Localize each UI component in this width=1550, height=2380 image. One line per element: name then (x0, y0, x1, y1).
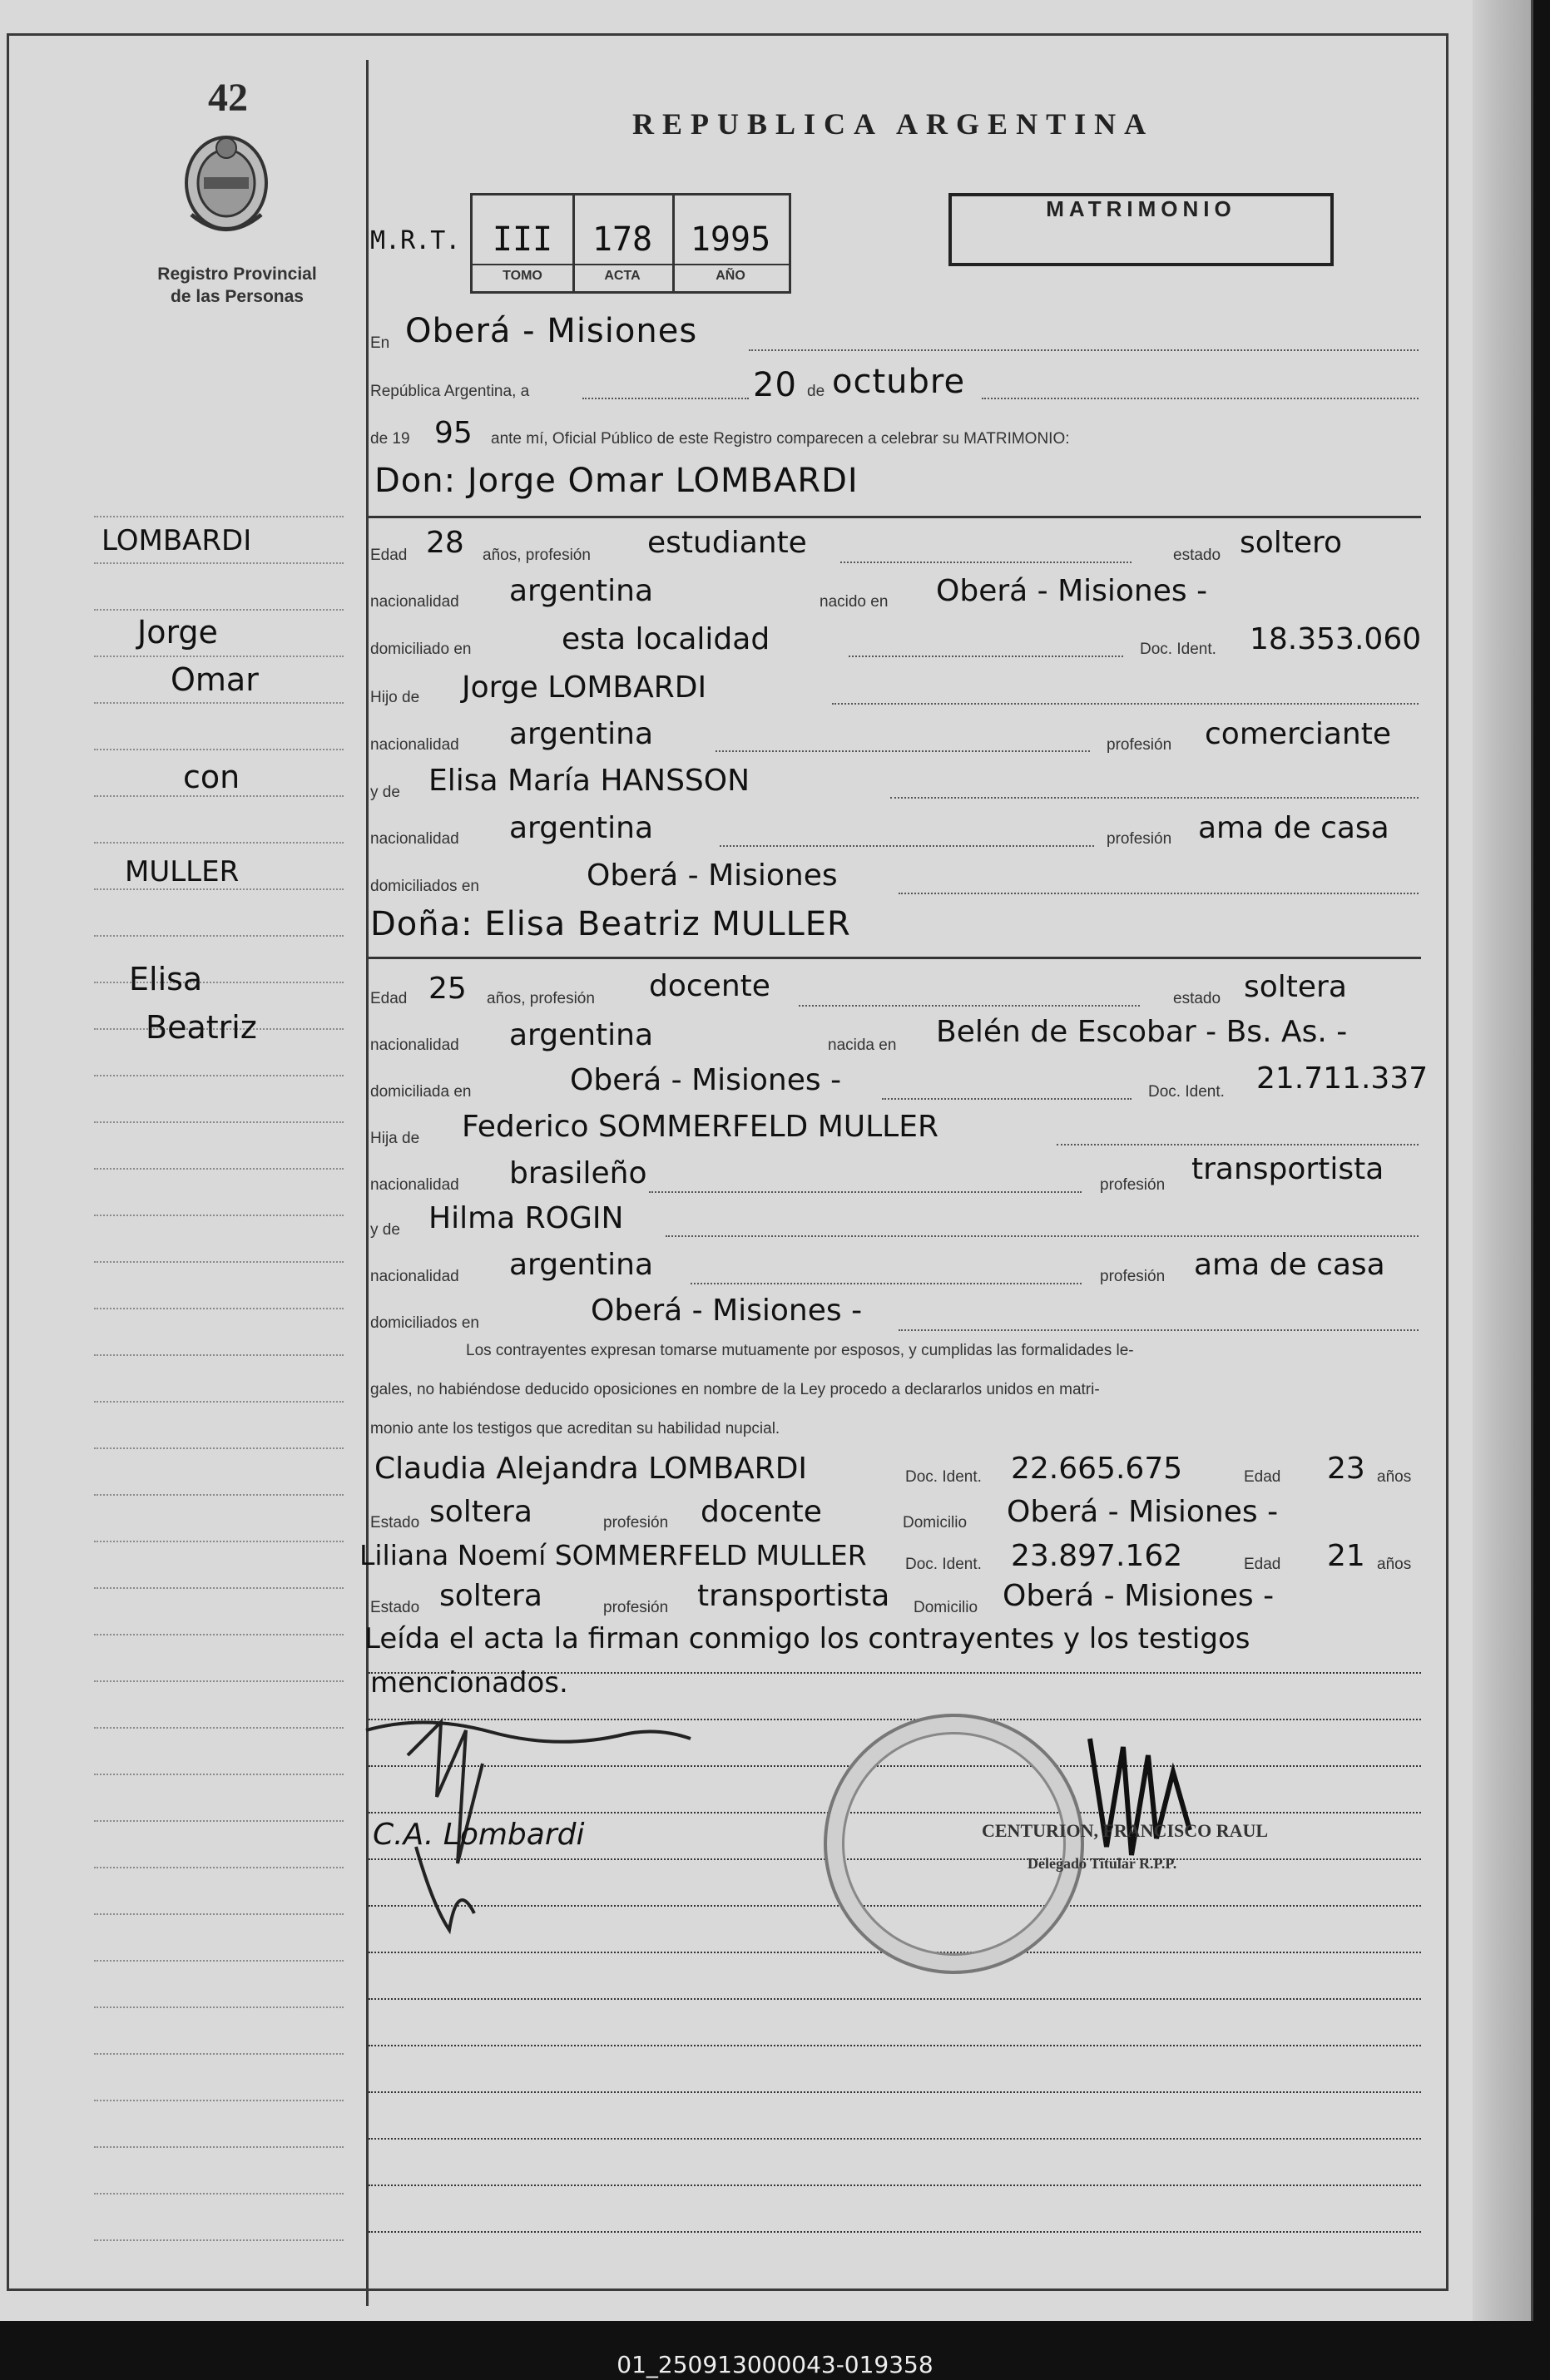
bride-mother-label: y de (370, 1221, 400, 1239)
bride-parents-domicile: Oberá - Misiones - (591, 1294, 863, 1328)
groom-birthplace: Oberá - Misiones - (936, 574, 1208, 608)
bride-status-label: estado (1173, 990, 1221, 1007)
acta-value: 178 (592, 220, 653, 259)
bride-father-label: Hija de (370, 1130, 420, 1147)
tomo-label: TOMO (503, 269, 542, 283)
dotted-line (840, 562, 1132, 563)
groom-doc: 18.353.060 (1250, 622, 1422, 656)
witness2-domicile-label: Domicilio (914, 1599, 978, 1616)
image-id-footer: 01_250913000043-019358 (617, 2351, 933, 2378)
margin-divider (366, 60, 369, 2306)
dotted-line (666, 1235, 1419, 1237)
groom-status: soltero (1240, 526, 1343, 560)
margin-ruled-line (94, 1774, 344, 1775)
de-label: de (807, 383, 825, 400)
bride-mother-profession: ama de casa (1194, 1248, 1385, 1282)
groom-domicile-label: domiciliado en (370, 641, 472, 658)
ante-text: ante mí, Oficial Público de este Registro comparecen a celebrar su MATRIMONIO: (491, 430, 1070, 448)
margin-ruled-line (94, 656, 344, 657)
margin-ruled-line (94, 1121, 344, 1123)
margin-ruled-line (94, 749, 344, 750)
body-ruled-line (369, 2185, 1421, 2186)
margin-ruled-line (94, 516, 344, 517)
margin-ruled-line (94, 842, 344, 844)
margin-ruled-line (94, 1960, 344, 1962)
closing-line-1: Leída el acta la firman conmigo los contrayentes y los testigos (364, 1622, 1250, 1655)
groom-parents-domicile: Oberá - Misiones (587, 858, 838, 893)
margin-ruled-line (94, 1727, 344, 1729)
registry-name (125, 263, 349, 308)
bride-mother-nationality: argentina (509, 1248, 654, 1282)
document-type-box: MATRIMONIO (948, 193, 1334, 266)
margin-ruled-line (94, 702, 344, 704)
closing-line-2: mencionados. (370, 1666, 568, 1700)
legal-paragraph-1: Los contrayentes expresan tomarse mutuamente por esposos, y cumplidas las formalidades le- (466, 1342, 1134, 1359)
tomo-cell (473, 195, 575, 291)
margin-ruled-line (94, 1075, 344, 1076)
dotted-line (799, 1005, 1140, 1007)
witness1-status-label: Estado (370, 1514, 420, 1531)
acta-cell (572, 195, 675, 291)
groom-profession: estudiante (647, 526, 807, 560)
witness1-domicile-label: Domicilio (903, 1514, 968, 1531)
stamp-officer-name: CENTURION, FRANCISCO RAUL (982, 1820, 1269, 1841)
anio-value: 1995 (690, 220, 771, 259)
year-prefix: de 19 (370, 430, 410, 448)
bride-name: Doña: Elisa Beatriz MULLER (370, 905, 851, 943)
legal-paragraph-3: monio ante los testigos que acreditan su habilidad nupcial. (370, 1420, 780, 1437)
dotted-line (716, 750, 1090, 752)
dotted-line (890, 797, 1419, 799)
bride-father-nationality-label: nacionalidad (370, 1176, 459, 1194)
section-separator (369, 957, 1421, 959)
witness1-profession-label: profesión (603, 1514, 669, 1531)
bride-born-label: nacida en (828, 1037, 897, 1054)
groom-mother-profession: ama de casa (1198, 811, 1389, 845)
groom-status-label: estado (1173, 547, 1221, 564)
year-suffix: 95 (434, 416, 473, 450)
bride-father-nationality: brasileño (509, 1156, 647, 1190)
groom-born-label: nacido en (820, 593, 889, 611)
legal-paragraph-2: gales, no habiéndose deducido oposiciones en nombre de la Ley procedo a declararlos unidos en matri- (370, 1381, 1100, 1398)
margin-ruled-line (94, 1634, 344, 1635)
day-value: 20 (753, 366, 797, 404)
groom-parents-domicile-label: domiciliados en (370, 878, 479, 895)
margin-ruled-line (94, 795, 344, 797)
witness2-name: Liliana Noemí SOMMERFELD MULLER (359, 1539, 867, 1571)
dotted-line (899, 893, 1419, 894)
margin-ruled-line (94, 1820, 344, 1822)
margin-ruled-line (94, 1354, 344, 1356)
body-ruled-line (369, 2091, 1421, 2093)
groom-domicile: esta localidad (562, 622, 770, 656)
groom-age: 28 (426, 526, 464, 560)
groom-mother-nationality: argentina (509, 811, 654, 845)
margin-ruled-line (94, 1308, 344, 1309)
bride-doc-label: Doc. Ident. (1148, 1083, 1225, 1101)
document-title: REPUBLICA ARGENTINA (632, 107, 1155, 141)
groom-mother-label: y de (370, 784, 400, 801)
month-value: octubre (832, 363, 966, 401)
witness1-domicile: Oberá - Misiones - (1007, 1495, 1279, 1529)
groom-name: Don: Jorge Omar LOMBARDI (374, 462, 859, 500)
margin-ruled-line (94, 1913, 344, 1915)
witness2-age: 21 (1327, 1539, 1365, 1573)
margin-ruled-line (94, 2100, 344, 2101)
margin-ruled-line (94, 562, 344, 564)
dotted-line (582, 398, 749, 399)
bride-birthplace: Belén de Escobar - Bs. As. - (936, 1015, 1348, 1049)
bride-profession-label: años, profesión (487, 990, 595, 1007)
groom-mother: Elisa María HANSSON (428, 764, 750, 798)
bride-father-profession: transportista (1191, 1152, 1384, 1186)
witness1-age: 23 (1327, 1452, 1365, 1486)
groom-mother-profession-label: profesión (1107, 830, 1172, 848)
dotted-line (849, 656, 1123, 657)
official-stamp (824, 1714, 1084, 1974)
witness2-status-label: Estado (370, 1599, 420, 1616)
acta-label: ACTA (604, 269, 641, 283)
witness1-name: Claudia Alejandra LOMBARDI (374, 1452, 808, 1486)
margin-ruled-line (94, 1401, 344, 1403)
margin-ruled-line (94, 2193, 344, 2194)
margin-ruled-line (94, 2239, 344, 2241)
witness1-status: soltera (429, 1495, 532, 1529)
groom-profession-label: años, profesión (483, 547, 591, 564)
witness2-profession: transportista (697, 1579, 890, 1613)
dotted-line (749, 349, 1419, 351)
margin-given-2: Omar (171, 661, 259, 698)
coat-of-arms-icon (179, 131, 275, 240)
margin-ruled-line (94, 2053, 344, 2055)
bride-parents-domicile-label: domiciliados en (370, 1314, 479, 1332)
dotted-line (982, 398, 1419, 399)
margin-ruled-line (94, 1680, 344, 1682)
bride-doc: 21.711.337 (1256, 1061, 1429, 1096)
groom-father-profession: comerciante (1205, 717, 1391, 751)
stamp-officer-title: Delegado Titular R.P.P. (1028, 1855, 1177, 1872)
bride-father-profession-label: profesión (1100, 1176, 1166, 1194)
body-ruled-line (369, 1998, 1421, 2000)
body-ruled-line (369, 2045, 1421, 2046)
dotted-line (1057, 1144, 1419, 1145)
en-label: En (370, 334, 390, 352)
witness2-profession-label: profesión (603, 1599, 669, 1616)
bride-profession: docente (649, 969, 770, 1003)
dotted-line (649, 1191, 1082, 1193)
margin-ruled-line (94, 935, 344, 937)
margin-ruled-line (94, 1541, 344, 1542)
anio-label: AÑO (716, 269, 745, 283)
dotted-line (691, 1283, 1082, 1284)
groom-nationality-label: nacionalidad (370, 593, 459, 611)
witness1-doc-label: Doc. Ident. (905, 1468, 982, 1486)
witness2-domicile: Oberá - Misiones - (1003, 1579, 1275, 1613)
groom-father-nationality-label: nacionalidad (370, 736, 459, 754)
margin-ruled-line (94, 1587, 344, 1589)
bride-age-label: Edad (370, 990, 408, 1007)
margin-ruled-line (94, 609, 344, 611)
margin-surname-2: MULLER (125, 855, 240, 888)
section-separator (369, 516, 1421, 518)
witness1-doc: 22.665.675 (1011, 1452, 1183, 1486)
margin-ruled-line (94, 888, 344, 890)
margin-con: con (183, 759, 240, 795)
margin-given-4: Beatriz (146, 1009, 257, 1046)
record-box (470, 193, 791, 294)
bride-mother-profession-label: profesión (1100, 1268, 1166, 1285)
witness1-years-label: años (1377, 1468, 1412, 1486)
margin-ruled-line (94, 1447, 344, 1449)
groom-age-label: Edad (370, 547, 408, 564)
page-binding (1473, 0, 1531, 2321)
margin-ruled-line (94, 1867, 344, 1868)
registry-line-2: de las Personas (171, 287, 304, 306)
body-ruled-line (369, 2138, 1421, 2140)
groom-father-label: Hijo de (370, 689, 420, 706)
margin-surname-1: LOMBARDI (102, 524, 252, 557)
page-number: 42 (208, 76, 248, 120)
signature-lombardi: C.A. Lombardi (373, 1818, 585, 1852)
dotted-line (832, 703, 1419, 705)
anio-cell (672, 195, 789, 291)
groom-mother-nationality-label: nacionalidad (370, 830, 459, 848)
margin-ruled-line (94, 2006, 344, 2008)
groom-doc-label: Doc. Ident. (1140, 641, 1216, 658)
margin-ruled-line (94, 1168, 344, 1170)
witness2-doc: 23.897.162 (1011, 1539, 1183, 1573)
witness2-age-label: Edad (1244, 1556, 1281, 1573)
witness2-years-label: años (1377, 1556, 1412, 1573)
groom-nationality: argentina (509, 574, 654, 608)
bride-status: soltera (1244, 970, 1347, 1004)
margin-ruled-line (94, 1494, 344, 1496)
bride-mother: Hilma ROGIN (428, 1201, 624, 1235)
witness1-age-label: Edad (1244, 1468, 1281, 1486)
margin-ruled-line (94, 1215, 344, 1216)
bride-nationality-label: nacionalidad (370, 1037, 459, 1054)
body-ruled-line (369, 2231, 1421, 2233)
dotted-line (882, 1098, 1132, 1100)
witness2-doc-label: Doc. Ident. (905, 1556, 982, 1573)
place-value: Oberá - Misiones (405, 312, 698, 350)
margin-ruled-line (94, 1261, 344, 1263)
groom-father-profession-label: profesión (1107, 736, 1172, 754)
bride-domicile: Oberá - Misiones - (570, 1063, 842, 1097)
groom-father-nationality: argentina (509, 717, 654, 751)
witness2-status: soltera (439, 1579, 542, 1613)
bride-father: Federico SOMMERFELD MULLER (462, 1110, 938, 1144)
bride-age: 25 (428, 972, 467, 1006)
republica-label: República Argentina, a (370, 383, 530, 400)
groom-father: Jorge LOMBARDI (462, 670, 707, 705)
dotted-line (720, 845, 1094, 847)
tomo-value: III (492, 220, 553, 259)
margin-given-1: Jorge (137, 614, 218, 651)
mrt-label: M.R.T. (370, 226, 461, 255)
margin-given-3: Elisa (129, 961, 203, 997)
margin-ruled-line (94, 2146, 344, 2148)
bride-nationality: argentina (509, 1018, 654, 1052)
bride-mother-nationality-label: nacionalidad (370, 1268, 459, 1285)
bride-domicile-label: domiciliada en (370, 1083, 472, 1101)
witness1-profession: docente (701, 1495, 822, 1529)
registry-line-1: Registro Provincial (157, 265, 317, 284)
